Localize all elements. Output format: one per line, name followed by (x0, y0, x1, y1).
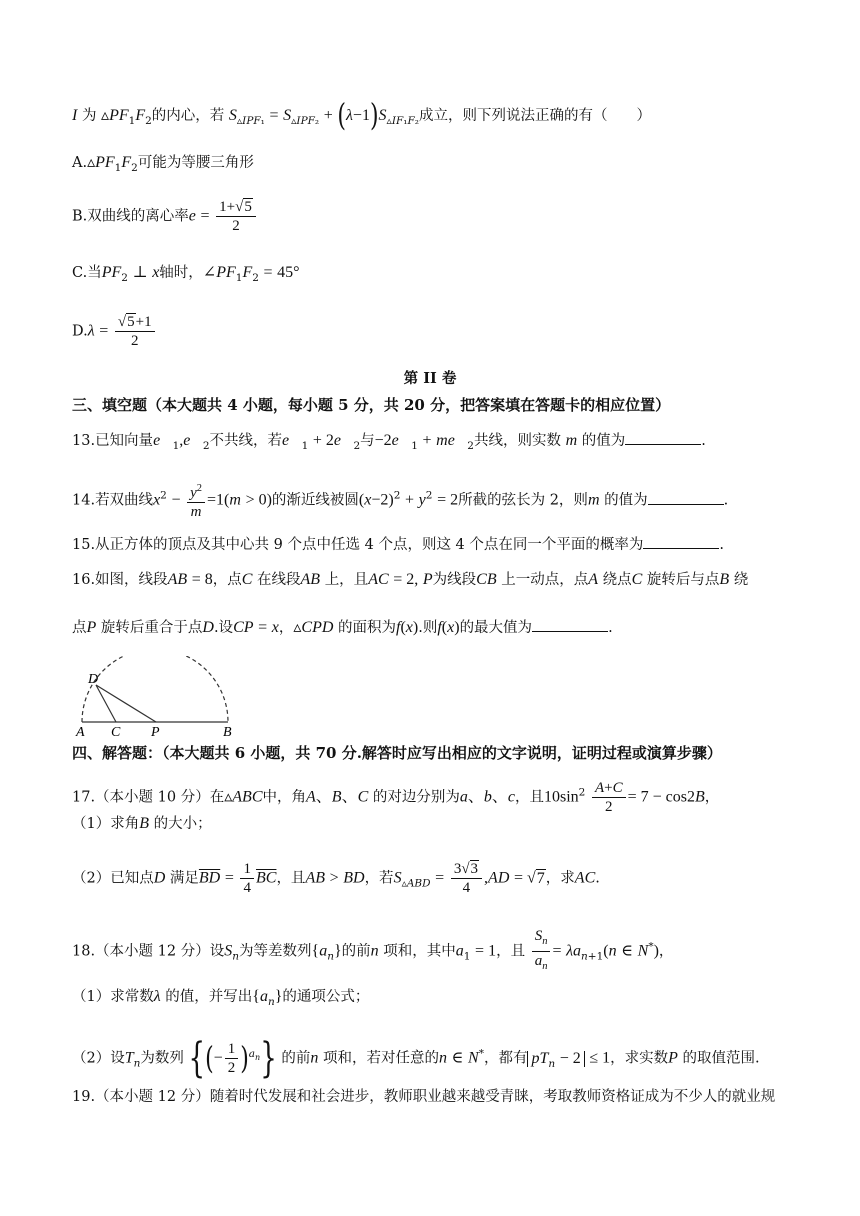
label-a: A (76, 725, 85, 740)
q18-stem: 18.（本小题 12 分）设$S_n$为等差数列$\{a_n\}$的前n 项和，其中$a_1 = 1$，且 $\frac{S_n}{a_n}$ = $\lambda a_{n+1}(n$ ∈ N*)， (72, 928, 674, 972)
q16-line1: 16.如图，线段AB = 8，点C 在线段AB 上，且AC = 2, P为线段CB 上一动点，点A 绕点C 旋转后与点B 绕 (72, 571, 749, 588)
segment-dp (96, 685, 156, 722)
section4-heading: 四、解答题：（本大题共 6 小题，共 70 分.解答时应写出相应的文字说明，证明过程或演算步骤） (72, 744, 722, 762)
semicircle-arc (82, 656, 228, 722)
q16-line2: 点P 旋转后重合于点D.设CP = x，▵CPD 的面积为f(x).则f(x)的最大值为 . (72, 619, 613, 636)
q12-option-a: $A.▵PF_1F_2$可能为等腰三角形 (72, 154, 254, 174)
q19-stem: 19.（本小题 12 分）随着时代发展和社会进步，教师职业越来越受青睐，考取教师资格证成为不少人的就业规 (72, 1089, 776, 1105)
q12-option-b: B.双曲线的离心率e = $\frac{1+√5}{2}$ (72, 198, 258, 235)
q13: 13.已知向量$e⃗_1,e⃗_2$不共线，若$e⃗_1$ + $2e⃗_2$与$-2e⃗_1$ + $me⃗_2$共线，则实数 m 的值为 . (72, 432, 706, 452)
label-d: D (88, 672, 99, 687)
label-c: C (111, 725, 121, 740)
q16-figure (70, 656, 300, 740)
q17-part2: （2）已知点D 满足$\overline{BD}$ = $\frac{1}{4}$ $\overline{BC}$，且AB > BD，若$S_{▵ABD}$ = $\frac{3√3}{4}$ ,AD = √7，求AC. (72, 861, 600, 896)
q18-part2: （2）设$T_n$为数列 {(− $\frac{1}{2}$ )$^{a_n}$} 的前n 项和，若对任意的n ∈ N*，都有 $pT_n - 2 \le 1$，求实数P 的取值范围. (72, 1034, 760, 1083)
section3-heading: 三、填空题（本大题共 4 小题，每小题 5 分，共 20 分，把答案填在答题卡的相应位置） (72, 396, 671, 414)
q12-option-c: C.当$PF_2$ ⊥ x轴时，$\angle PF_1F_2 = 45^\circ$ (72, 264, 300, 284)
q15: 15.从正方体的顶点及其中心共 9 个点中任选 4 个点，则这 4 个点在同一个平面的概率为 . (72, 534, 724, 556)
q14: 14.若双曲线$x^2$ − $\frac{y^2}{m}$ =1(m > 0)的渐近线被圆$(x-2)^2 + y^2 = 2$所截的弦长为 2，则m 的值为 . (72, 480, 728, 521)
label-p: P (151, 725, 160, 740)
q17-stem: 17.（本小题 10 分）在▵ABC中，角A、B、C 的对边分别为a、b、c，且$10\sin^2$ $\frac{A+C}{2}$ = 7 − cos2B， (72, 780, 720, 815)
q12-option-d: D.λ = $\frac{√5+1}{2}$ (72, 313, 157, 350)
label-b: B (223, 725, 232, 740)
q17-part1: （1）求角B 的大小； (72, 815, 212, 832)
section-title: 第 II 卷 (403, 370, 457, 387)
q12-stem: I 为 $▵PF_1F_2$的内心，若 $S_{▵IPF_1} = S_{▵IPF_2} + (\lambda-1)S_{▵IF_1F_2}$成立，则下列说法正确的有（ ） (72, 98, 651, 134)
q18-part1: （1）求常数λ 的值，并写出$\{a_n\}$的通项公式； (72, 988, 370, 1008)
